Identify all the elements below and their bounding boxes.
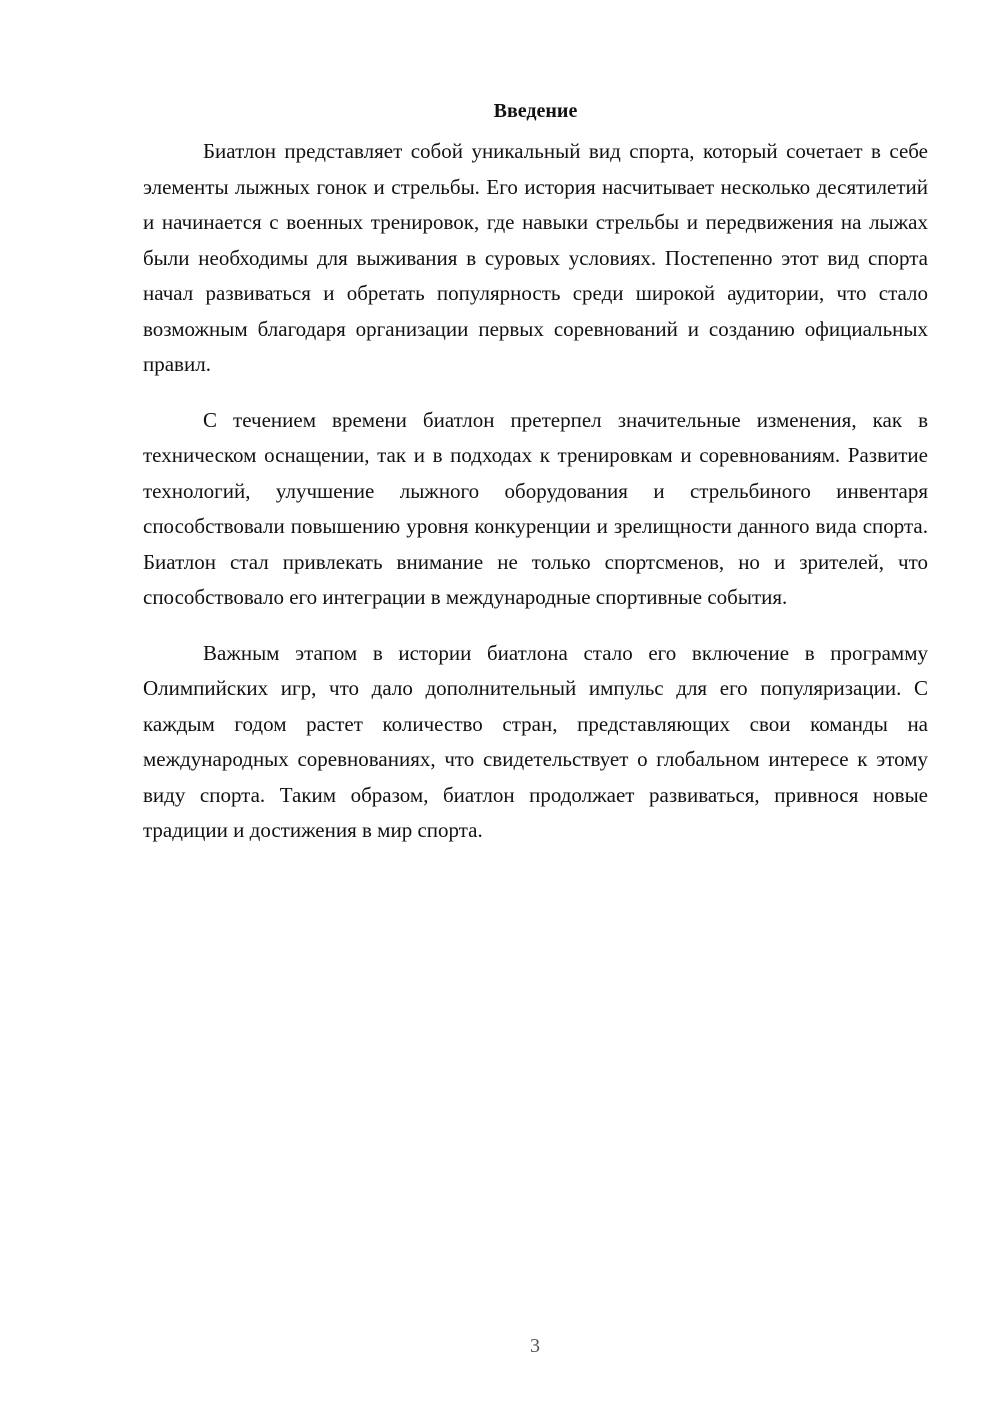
section-title: Введение <box>493 100 578 122</box>
page-number: 3 <box>530 1335 540 1357</box>
paragraph-3: Важным этапом в истории биатлона стало его включение в программу Олимпийских игр, что дало дополнительный импульс для его популяризации. С каждым годом растет количество стран, представляющих свои команды на международных соревнованиях, что свидетельствует о глобальном интересе к этому виду спорта. Таким образом, биатлон продолжает развиваться, привнося новые традиции и достижения в мир спорта. <box>143 640 928 842</box>
paragraph-1: Биатлон представляет собой уникальный вид спорта, который сочетает в себе элементы лыжных гонок и стрельбы. Его история насчитывает несколько десятилетий и начинается с военных тренировок, где навыки стрельбы и передвижения на лыжах были необходимы для выживания в суровых условиях. Постепенно этот вид спорта начал развиваться и обретать популярность среди широкой аудитории, что стало возможным благодаря организации первых соревнований и созданию официальных правил. <box>143 139 928 376</box>
page-content <box>143 97 928 869</box>
paragraph-2: С течением времени биатлон претерпел значительные изменения, как в техническом оснащении, так и в подходах к тренировкам и соревнованиям. Развитие технологий, улучшение лыжного оборудования и стрельбиного инвентаря способствовали повышению уровня конкуренции и зрелищности данного вида спорта. Биатлон стал привлекать внимание не только спортсменов, но и зрителей, что способствовало его интеграции в международные спортивные события. <box>143 407 928 609</box>
